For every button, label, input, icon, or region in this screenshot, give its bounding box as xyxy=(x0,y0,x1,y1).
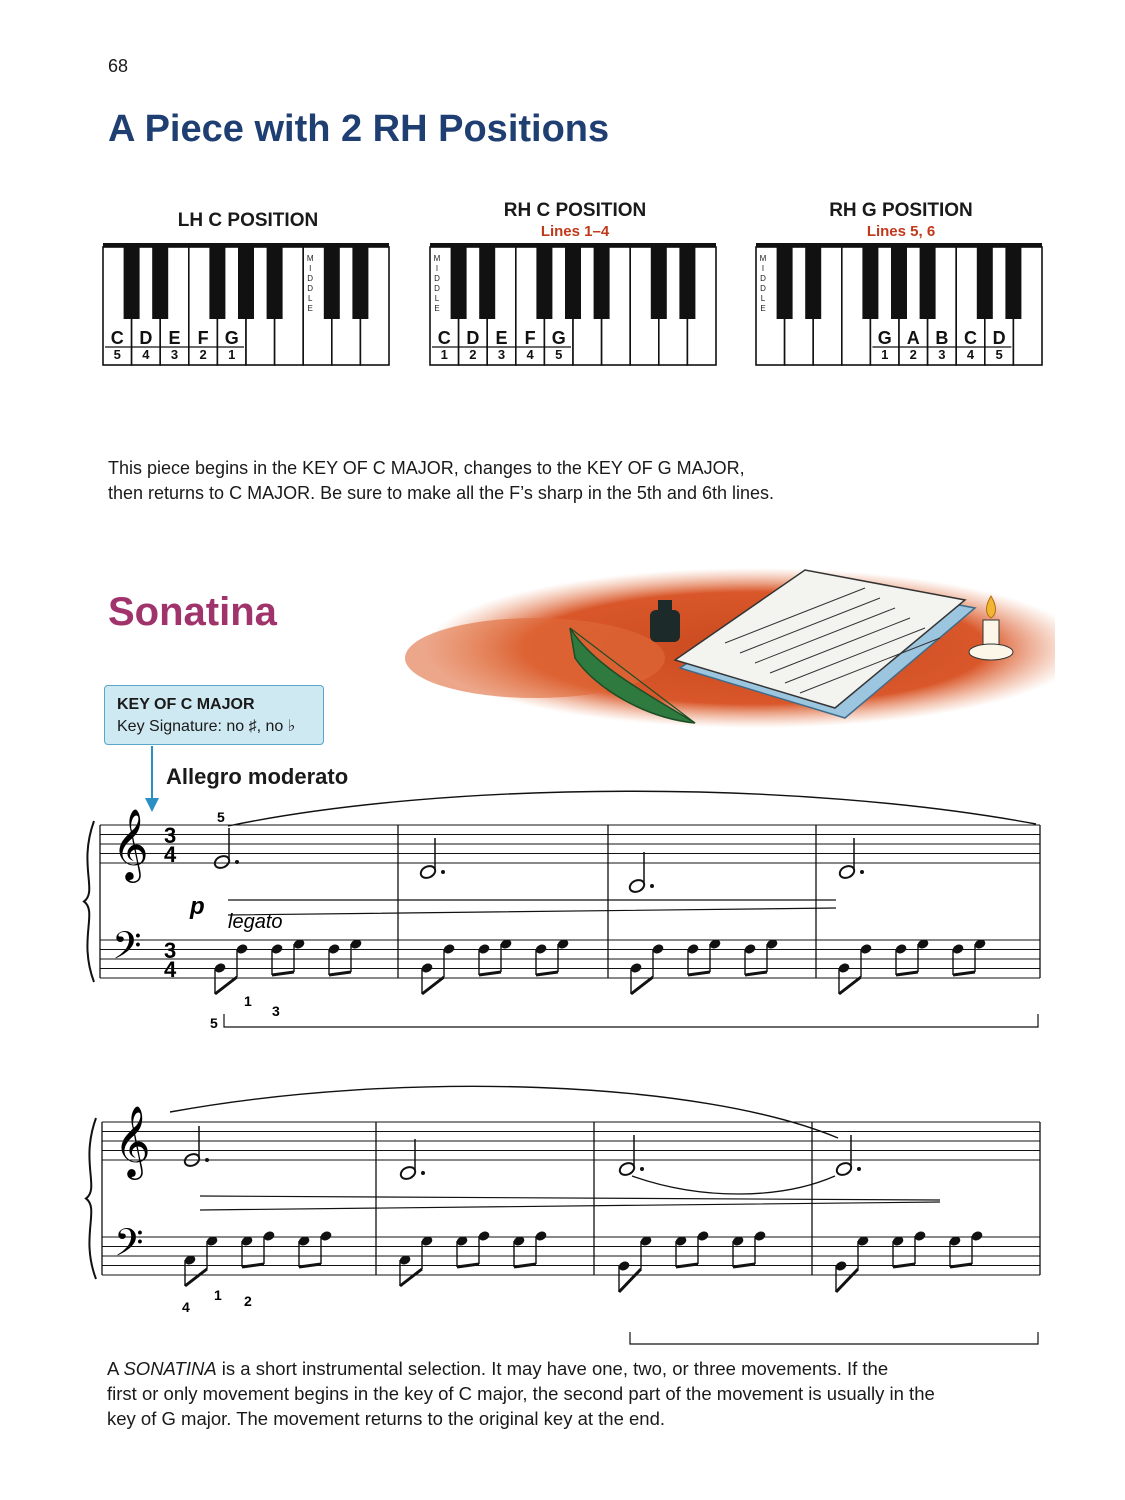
black-key xyxy=(209,247,225,319)
black-key xyxy=(777,247,793,319)
intro-line-2: then returns to C MAJOR. Be sure to make all the F’s sharp in the 5th and 6th lines. xyxy=(108,483,774,503)
system-2-treble-staff xyxy=(102,1122,1040,1160)
key-finger-label: 2 xyxy=(469,347,477,362)
key-note-label: D xyxy=(992,328,1006,348)
time-signature-top: 3 xyxy=(164,938,177,963)
black-key xyxy=(267,247,283,319)
key-finger-label: 4 xyxy=(526,347,534,362)
key-finger-label: 4 xyxy=(142,347,150,362)
sonatina-description xyxy=(107,1356,1047,1431)
key-note-label: E xyxy=(168,328,181,348)
lh2-finger-2: 1 xyxy=(214,1287,222,1303)
key-note-label: D xyxy=(139,328,153,348)
key-finger-label: 2 xyxy=(909,347,917,362)
key-finger-label: 3 xyxy=(170,347,179,362)
middle-label-letter: D xyxy=(760,284,766,293)
system-2 xyxy=(86,1086,1040,1344)
lh2-finger-1: 4 xyxy=(182,1299,190,1315)
keyboard-2-subtitle: Lines 1–4 xyxy=(540,223,610,240)
brace xyxy=(86,1118,96,1279)
key-note-label: C xyxy=(110,328,124,348)
rh-finger-number: 5 xyxy=(217,809,225,825)
pedal-bracket xyxy=(224,1014,1038,1027)
middle-label-letter: E xyxy=(760,304,766,313)
middle-label-letter: M xyxy=(433,254,441,263)
time-signature-top: 3 xyxy=(164,823,177,848)
black-key xyxy=(124,247,140,319)
crescendo-hairpin xyxy=(228,900,836,915)
piece-title: Sonatina xyxy=(108,590,277,634)
middle-label-letter: I xyxy=(309,264,312,273)
outro-line-1 xyxy=(107,1356,1047,1381)
key-note-label: E xyxy=(495,328,508,348)
bass-clef-icon: 𝄢 xyxy=(114,1221,144,1273)
dynamic-marking: p xyxy=(190,893,205,920)
keyboard-1 xyxy=(103,243,389,365)
treble-clef-icon: 𝄞 xyxy=(114,1107,151,1176)
black-key xyxy=(1005,247,1021,319)
system-1-treble-staff xyxy=(100,825,1040,863)
keyboard-1-title: LH C POSITION xyxy=(177,210,319,231)
key-note-label: A xyxy=(906,328,920,348)
black-key xyxy=(479,247,495,319)
keyboard-3-subtitle: Lines 5, 6 xyxy=(866,223,936,240)
keyboard-3 xyxy=(756,243,1042,365)
middle-label-letter: I xyxy=(761,264,765,273)
key-note-label: C xyxy=(964,328,977,348)
lh-finger-1: 5 xyxy=(210,1015,218,1031)
black-key xyxy=(352,247,368,319)
key-finger-label: 5 xyxy=(555,347,563,362)
middle-label-letter: M xyxy=(306,254,314,263)
key-note-label: D xyxy=(466,328,480,348)
slur xyxy=(228,791,1036,826)
tie xyxy=(632,1176,835,1194)
key-note-label: G xyxy=(551,328,566,348)
black-key xyxy=(920,247,936,319)
black-key xyxy=(891,247,907,319)
page-number: 68 xyxy=(108,56,129,76)
time-signature-bottom: 4 xyxy=(164,842,177,867)
middle-label-letter: M xyxy=(759,254,767,263)
bass-clef-icon: 𝄢 xyxy=(112,924,142,976)
black-key xyxy=(679,247,695,319)
keyboard-3-title: RH G POSITION xyxy=(829,200,973,221)
keyboard-diagrams xyxy=(0,0,1125,380)
outro-line-1-text: is a short instrumental selection. It may have one, two, or three movements. If the xyxy=(216,1358,889,1379)
lh2-finger-3: 2 xyxy=(244,1293,252,1309)
key-finger-label: 5 xyxy=(113,347,121,362)
system-1 xyxy=(84,791,1040,1027)
middle-label-letter: L xyxy=(434,294,440,303)
black-key xyxy=(805,247,821,319)
pedal-bracket xyxy=(630,1332,1038,1344)
crescendo-hairpin xyxy=(200,1196,940,1210)
key-heading: KEY OF C MAJOR xyxy=(117,696,255,713)
black-key xyxy=(862,247,878,319)
outro-line-2: first or only movement begins in the key of C major, the second part of the movement is usually in the xyxy=(107,1383,935,1404)
middle-label-letter: D xyxy=(307,284,314,293)
time-signature-bottom: 4 xyxy=(164,957,177,982)
music-notation xyxy=(0,740,1125,1350)
black-key xyxy=(977,247,993,319)
key-finger-label: 1 xyxy=(440,347,448,362)
middle-label-letter: D xyxy=(307,274,314,283)
page-title: A Piece with 2 RH Positions xyxy=(108,108,610,150)
middle-label-letter: D xyxy=(434,274,440,283)
key-finger-label: 1 xyxy=(881,347,889,362)
black-key xyxy=(238,247,254,319)
lh-finger-2: 1 xyxy=(244,993,252,1009)
black-key xyxy=(451,247,467,319)
outro-prefix: A xyxy=(107,1358,124,1379)
black-key xyxy=(565,247,581,319)
key-finger-label: 2 xyxy=(199,347,207,362)
lh-finger-3: 3 xyxy=(272,1003,280,1019)
key-finger-label: 3 xyxy=(497,347,506,362)
tempo-marking: Allegro moderato xyxy=(166,764,349,789)
keyboard-2 xyxy=(430,243,716,365)
intro-line-1: This piece begins in the KEY OF C MAJOR, changes to the KEY OF G MAJOR, xyxy=(108,458,745,478)
middle-label-letter: E xyxy=(307,304,313,313)
key-note-label: F xyxy=(524,328,536,348)
outro-line-3: key of G major. The movement returns to the original key at the end. xyxy=(107,1408,666,1429)
middle-label-letter: E xyxy=(434,304,440,313)
sheet-music-illustration xyxy=(395,548,1055,748)
key-note-label: G xyxy=(877,328,892,348)
slur xyxy=(170,1086,838,1138)
key-finger-label: 3 xyxy=(938,347,946,362)
key-finger-label: 4 xyxy=(966,347,975,362)
key-note-label: C xyxy=(437,328,451,348)
middle-label-letter: D xyxy=(760,274,766,283)
key-note-label: B xyxy=(935,328,949,348)
middle-label-letter: D xyxy=(434,284,440,293)
outro-term: SONATINA xyxy=(123,1358,217,1379)
key-signature-box xyxy=(104,685,324,745)
key-finger-label: 1 xyxy=(228,347,236,362)
treble-clef-icon: 𝄞 xyxy=(112,810,149,879)
black-key xyxy=(594,247,610,319)
key-note-label: F xyxy=(197,328,209,348)
black-key xyxy=(536,247,552,319)
middle-label-letter: L xyxy=(760,294,766,303)
intro-paragraph xyxy=(108,456,1008,506)
brace xyxy=(84,821,94,982)
key-finger-label: 5 xyxy=(995,347,1003,362)
black-key xyxy=(651,247,667,319)
keyboard-2-title: RH C POSITION xyxy=(503,200,647,221)
key-note-label: G xyxy=(224,328,239,348)
middle-label-letter: I xyxy=(435,264,439,273)
black-key xyxy=(324,247,340,319)
black-key xyxy=(152,247,168,319)
expression-marking: legato xyxy=(228,911,283,933)
key-signature-text: Key Signature: no ♯, no ♭ xyxy=(117,718,296,735)
middle-label-letter: L xyxy=(307,294,313,303)
